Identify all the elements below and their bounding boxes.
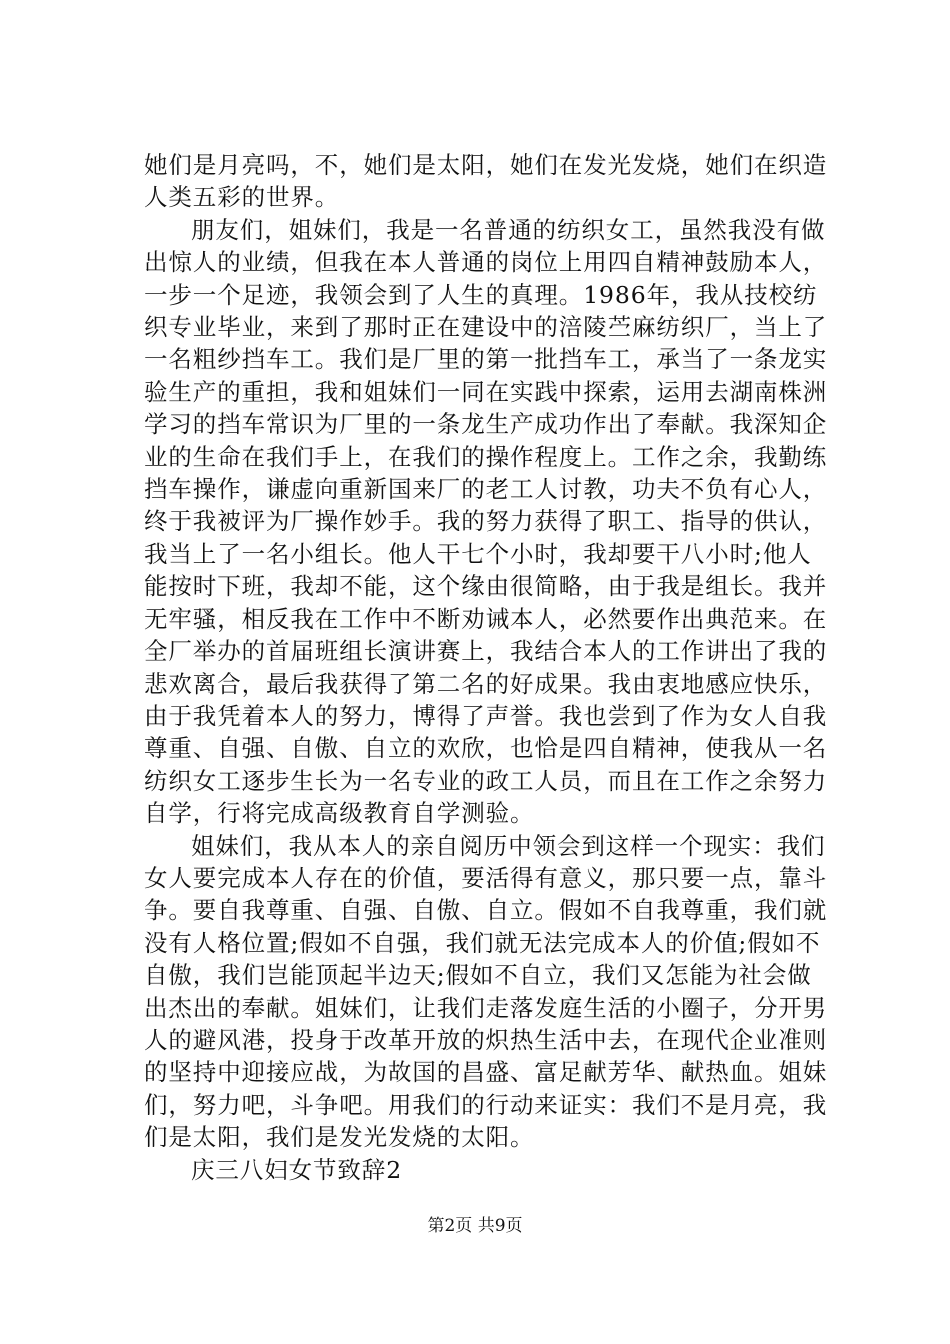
document-body xyxy=(144,149,836,1186)
paragraph-call-to-action: 姐妹们，我从本人的亲自阅历中领会到这样一个现实：我们女人要完成本人存在的价值，要活得有意义，那只要一点，靠斗争。要自我尊重、自强、自傲、自立。假如不自我尊重，我们就没有人格位置;假如不自强，我们就无法完成本人的价值;假如不自傲，我们岂能顶起半边天;假如不自立，我们又怎能为社会做出杰出的奉献。姐妹们，让我们走落发庭生活的小圈子，分开男人的避风港，投身于改革开放的炽热生活中去，在现代企业准则的坚持中迎接应战，为故国的昌盛、富足献芳华、献热血。姐妹们，努力吧，斗争吧。用我们的行动来证实：我们不是月亮，我们是太阳，我们是发光发烧的太阳。 xyxy=(144,831,828,1152)
page-footer: 第2页 共9页 xyxy=(427,1216,523,1236)
paragraph-continuation: 她们是月亮吗，不，她们是太阳，她们在发光发烧，她们在织造人类五彩的世界。 xyxy=(144,151,828,212)
paragraph-career-story: 朋友们，姐妹们，我是一名普通的纺织女工，虽然我没有做出惊人的业绩，但我在本人普通的岗位上用四自精神鼓励本人，一步一个足迹，我领会到了人生的真理。1986年，我从技校纺织专业毕业，来到了那时正在建设中的涪陵苎麻纺织厂，当上了一名粗纱挡车工。我们是厂里的第一批挡车工，承当了一条龙实验生产的重担，我和姐妹们一同在实践中探索，运用去湖南株洲学习的挡车常识为厂里的一条龙生产成功作出了奉献。我深知企业的生命在我们手上，在我们的操作程度上。工作之余，我勤练挡车操作，谦虚向重新国来厂的老工人讨教，功夫不负有心人，终于我被评为厂操作妙手。我的努力获得了职工、指导的供认，我当上了一名小组长。他人干七个小时，我却要干八小时;他人能按时下班，我却不能，这个缘由很简略，由于我是组长。我并无牢骚，相反我在工作中不断劝诫本人，必然要作出典范来。在全厂举办的首届班组长演讲赛上，我结合本人的工作讲出了我的悲欢离合，最后我获得了第二名的好成果。我由衷地感应快乐，由于我凭着本人的努力，博得了声誉。我也尝到了作为女人自我尊重、自强、自傲、自立的欢欣，也恰是四自精神，使我从一名纺织女工逐步生长为一名专业的政工人员，而且在工作之余努力自学，行将完成高级教育自学测验。 xyxy=(144,215,828,828)
section-heading: 庆三八妇女节致辞2 xyxy=(191,1155,403,1184)
